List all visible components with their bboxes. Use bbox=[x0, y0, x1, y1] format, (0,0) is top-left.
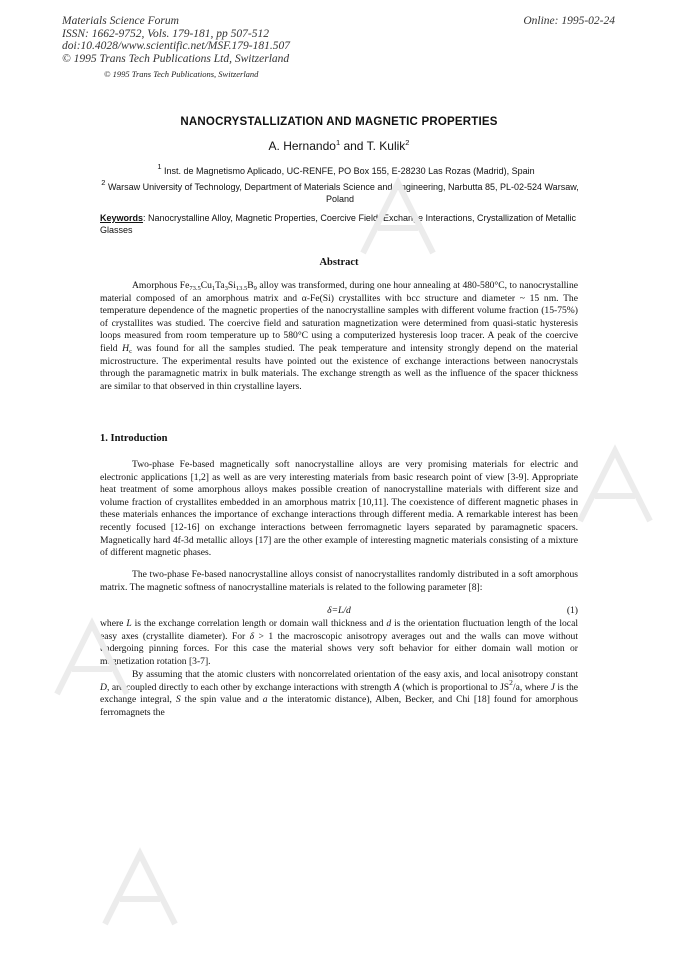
abstract-text: Amorphous bbox=[132, 280, 180, 291]
header-doi[interactable]: doi:10.4028/www.scientific.net/MSF.179-181.507 bbox=[62, 40, 290, 52]
formula-subscript: 13.5 bbox=[235, 285, 248, 292]
symbol: S bbox=[175, 694, 181, 706]
symbol: d bbox=[386, 618, 392, 629]
equation-number: (1) bbox=[566, 605, 578, 616]
affiliation-text: Warsaw University of Technology, Department of Materials Science and Engineering, Narbutta 85, PL-02-524 Warsaw, Poland bbox=[107, 182, 579, 204]
equation-formula: δ=L/d bbox=[327, 605, 351, 616]
keywords-label: Keywords bbox=[100, 213, 144, 223]
abstract-text: alloy was transformed, during one hour annealing at 480-580°C, to nanocrystalline material composed of an amorphous matrix and α-Fe(Si) crystallites with bcc structure and diameter ~ 15 nm. The temperature dependence of the magnetic properties of the nanocrystalline samples with different volume fraction (15-75%) of crystallites was studied. The coercive field and saturation magnetization were determined from quasi-static hysteresis loops measured from room temperature up to 580°C using a computerized hysteresis loop tracer. A peak of the coercive field bbox=[100, 280, 578, 354]
keywords-text: : Nanocrystalline Alloy, Magnetic Properties, Coercive Field, Exchange Interactions, Crystallization of Metallic Glasses bbox=[100, 213, 577, 235]
formula-element: B bbox=[247, 280, 254, 291]
formula-subscript: 3 bbox=[224, 285, 228, 292]
author-list bbox=[0, 139, 678, 153]
formula-subscript: 1 bbox=[211, 285, 216, 292]
affiliation-marker: 1 bbox=[157, 162, 162, 171]
paragraph-text: the spin value and bbox=[180, 694, 263, 706]
intro-paragraph bbox=[100, 669, 578, 719]
symbol: L bbox=[126, 618, 132, 629]
formula-subscript: 73.5 bbox=[189, 285, 201, 292]
header-journal: Materials Science Forum bbox=[62, 15, 179, 27]
publisher-copyright: © 1995 Trans Tech Publications, Switzerland bbox=[104, 69, 259, 79]
symbol-subscript: c bbox=[129, 347, 132, 355]
affiliation bbox=[96, 162, 596, 177]
symbol: D bbox=[100, 681, 107, 693]
superscript: 2 bbox=[509, 677, 513, 687]
paragraph-text: is the exchange integral, bbox=[100, 681, 578, 706]
intro-paragraph: The two-phase Fe-based nanocrystalline alloys consist of nanocrystallites randomly distributed in a soft amorphous matrix. The magnetic softness of nanocrystalline materials is related to the following parameter [8]: bbox=[100, 569, 578, 593]
paragraph-text: (which is proportional to JS bbox=[399, 681, 510, 693]
author-separator: and bbox=[340, 139, 367, 153]
author-name: T. Kulik bbox=[366, 139, 406, 153]
header-issn: ISSN: 1662-9752, Vols. 179-181, pp 507-512 bbox=[62, 27, 269, 40]
author-affil-marker: 1 bbox=[335, 138, 341, 147]
paragraph-text: > 1 the macroscopic anisotropy averages out and the walls can move without undergoing pinning forces. For this case the material shows very soft behavior for either domain wall motion or magnetization rotation [3-7]. bbox=[100, 630, 579, 667]
section-heading-introduction: 1. Introduction bbox=[100, 433, 168, 444]
paragraph-text: is the orientation fluctuation length of the local easy axes (crystallite diameter). For bbox=[100, 618, 578, 642]
watermark-mark bbox=[570, 441, 660, 531]
symbol: δ bbox=[249, 630, 255, 642]
watermark-mark bbox=[95, 844, 185, 934]
abstract-text: was found for all the samples studied. The peak temperature and intensity strongly depend on the material microstructure. The experimental results have pointed out the existence of exchange interactions between nanocrystals through the paramagnetic matrix in bulk materials. The exchange strength as well as the influence of the spacer thickness are similar to that observed in thin crystalline layers. bbox=[100, 342, 578, 392]
affiliation-marker: 2 bbox=[101, 178, 106, 187]
formula-element: Fe bbox=[179, 280, 190, 291]
paragraph-text: the interatomic distance), Alben, Becker, and Chi [18] found for amorphous ferromagnets the bbox=[100, 694, 578, 718]
alloy-formula bbox=[180, 280, 257, 291]
header-copyright-line: © 1995 Trans Tech Publications Ltd, Switzerland bbox=[62, 52, 290, 65]
intro-paragraph: Two-phase Fe-based magnetically soft nanocrystalline alloys are very promising materials for electric and electronic applications [1,2] as well as are very interesting materials from basic research point of view [3-9]. Appropriate heat treatment of some amorphous alloys makes possible creation of nanocrystalline materials with different size and volume fraction of crystallites embedded in an amorphous matrix [10,11]. The coexistence of different magnetic phases in these materials enhances the importance of exchange interactions through different media. A remarkable interest has been recently focused [12-16] on exchange interactions between ferromagnetic layers separated by paramagnetic spacers. Magnetically hard 4f-3d metallic alloys [17] are the other example of interesting magnetic materials consisting of a mixture of different magnetic phases. bbox=[100, 459, 578, 559]
formula-subscript: 9 bbox=[253, 285, 257, 292]
paragraph-text: /a, where bbox=[512, 681, 551, 693]
paragraph-text: , are coupled directly to each other by exchange interactions with strength bbox=[106, 681, 394, 693]
paragraph-text: is the exchange correlation length or domain wall thickness and bbox=[131, 618, 387, 629]
paragraph-text: By assuming that the atomic clusters with noncorrelated orientation of the easy axis, and local anisotropy constant bbox=[132, 669, 578, 680]
abstract-heading: Abstract bbox=[319, 257, 359, 268]
header-citation-block bbox=[62, 15, 290, 65]
affiliation bbox=[100, 178, 580, 205]
symbol: A bbox=[393, 681, 400, 693]
symbol: a bbox=[262, 694, 268, 706]
paper-title: NANOCRYSTALLIZATION AND MAGNETIC PROPERTIES bbox=[180, 116, 498, 128]
keywords bbox=[100, 212, 578, 236]
symbol: J bbox=[550, 681, 555, 693]
abstract-paragraph bbox=[100, 280, 578, 393]
paragraph-text: where bbox=[100, 618, 127, 629]
header-online-date: Online: 1995-02-24 bbox=[523, 15, 615, 27]
formula-element: Ta bbox=[215, 280, 225, 291]
intro-paragraph bbox=[100, 618, 578, 668]
formula-element: Si bbox=[227, 280, 236, 291]
author-affil-marker: 2 bbox=[405, 138, 410, 147]
formula-element: Cu bbox=[200, 280, 212, 291]
affiliation-text: Inst. de Magnetismo Aplicado, UC-RENFE, PO Box 155, E-28230 Las Rozas (Madrid), Spain bbox=[164, 166, 535, 176]
author-name: A. Hernando bbox=[268, 139, 336, 153]
symbol-hc: H bbox=[122, 342, 130, 354]
